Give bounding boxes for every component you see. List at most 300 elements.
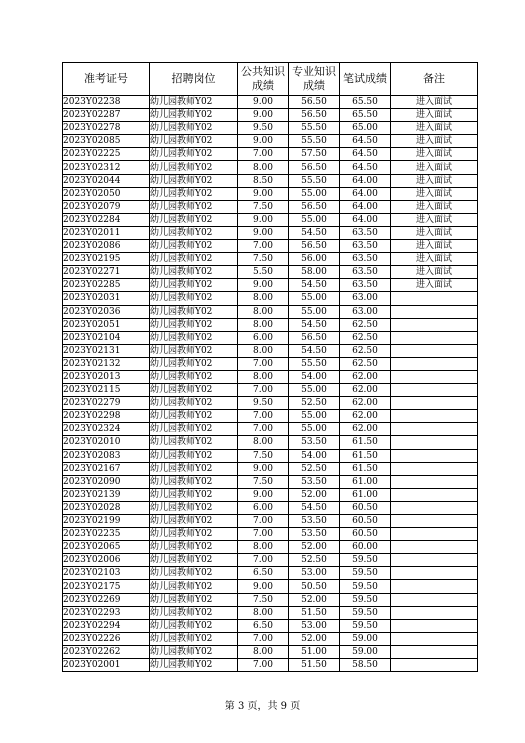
table-row [63, 213, 478, 226]
public-score-cell: 6.00 [238, 331, 289, 344]
written-score-cell: 63.50 [340, 266, 391, 279]
position-cell: 幼儿园教师Y02 [150, 357, 238, 370]
written-score-cell: 65.00 [340, 122, 391, 135]
header-note: 备注 [391, 63, 478, 96]
position-cell: 幼儿园教师Y02 [150, 240, 238, 253]
written-score-cell: 62.00 [340, 423, 391, 436]
written-score-cell: 62.00 [340, 384, 391, 397]
position-cell: 幼儿园教师Y02 [150, 659, 238, 672]
table-row [63, 357, 478, 370]
table-row [63, 449, 478, 462]
professional-score-cell: 55.00 [289, 305, 340, 318]
note-cell [391, 331, 478, 344]
header-position: 招聘岗位 [150, 63, 238, 96]
note-cell: 进入面试 [391, 200, 478, 213]
table-row [63, 580, 478, 593]
note-cell: 进入面试 [391, 122, 478, 135]
professional-score-cell: 55.50 [289, 135, 340, 148]
exam-id-cell: 2023Y02001 [63, 659, 150, 672]
note-cell: 进入面试 [391, 213, 478, 226]
written-score-cell: 59.50 [340, 567, 391, 580]
professional-score-cell: 52.00 [289, 488, 340, 501]
professional-score-cell: 53.50 [289, 515, 340, 528]
position-cell: 幼儿园教师Y02 [150, 96, 238, 109]
public-score-cell: 9.00 [238, 226, 289, 239]
position-cell: 幼儿园教师Y02 [150, 606, 238, 619]
professional-score-cell: 55.50 [289, 122, 340, 135]
public-score-cell: 9.00 [238, 109, 289, 122]
table-row [63, 135, 478, 148]
professional-score-cell: 53.50 [289, 528, 340, 541]
professional-score-cell: 55.00 [289, 187, 340, 200]
position-cell: 幼儿园教师Y02 [150, 423, 238, 436]
header-public-score: 公共知识成绩 [238, 63, 289, 96]
table-row [63, 541, 478, 554]
table-row [63, 397, 478, 410]
exam-id-cell: 2023Y02131 [63, 344, 150, 357]
professional-score-cell: 57.50 [289, 148, 340, 161]
exam-id-cell: 2023Y02262 [63, 645, 150, 658]
professional-score-cell: 54.50 [289, 279, 340, 292]
written-score-cell: 62.50 [340, 344, 391, 357]
public-score-cell: 7.50 [238, 475, 289, 488]
table-row [63, 200, 478, 213]
professional-score-cell: 54.50 [289, 344, 340, 357]
table-row [63, 174, 478, 187]
position-cell: 幼儿园教师Y02 [150, 370, 238, 383]
public-score-cell: 7.00 [238, 659, 289, 672]
table-row [63, 501, 478, 514]
professional-score-cell: 56.50 [289, 200, 340, 213]
note-cell [391, 515, 478, 528]
header-professional-score: 专业知识成绩 [289, 63, 340, 96]
public-score-cell: 8.00 [238, 606, 289, 619]
position-cell: 幼儿园教师Y02 [150, 279, 238, 292]
score-table [62, 62, 478, 672]
public-score-cell: 7.00 [238, 384, 289, 397]
written-score-cell: 61.50 [340, 462, 391, 475]
written-score-cell: 64.00 [340, 213, 391, 226]
table-row [63, 462, 478, 475]
professional-score-cell: 54.50 [289, 226, 340, 239]
professional-score-cell: 56.50 [289, 240, 340, 253]
position-cell: 幼儿园教师Y02 [150, 109, 238, 122]
written-score-cell: 60.50 [340, 515, 391, 528]
exam-id-cell: 2023Y02036 [63, 305, 150, 318]
position-cell: 幼儿园教师Y02 [150, 135, 238, 148]
professional-score-cell: 53.00 [289, 567, 340, 580]
exam-id-cell: 2023Y02011 [63, 226, 150, 239]
position-cell: 幼儿园教师Y02 [150, 397, 238, 410]
position-cell: 幼儿园教师Y02 [150, 645, 238, 658]
note-cell [391, 632, 478, 645]
position-cell: 幼儿园教师Y02 [150, 292, 238, 305]
public-score-cell: 9.00 [238, 462, 289, 475]
public-score-cell: 8.00 [238, 436, 289, 449]
note-cell [391, 292, 478, 305]
note-cell [391, 344, 478, 357]
position-cell: 幼儿园教师Y02 [150, 318, 238, 331]
note-cell: 进入面试 [391, 226, 478, 239]
public-score-cell: 5.50 [238, 266, 289, 279]
public-score-cell: 9.00 [238, 96, 289, 109]
written-score-cell: 60.50 [340, 501, 391, 514]
note-cell [391, 619, 478, 632]
table-row [63, 515, 478, 528]
public-score-cell: 7.00 [238, 148, 289, 161]
position-cell: 幼儿园教师Y02 [150, 515, 238, 528]
note-cell [391, 475, 478, 488]
note-cell [391, 436, 478, 449]
header-exam-id: 准考证号 [63, 63, 150, 96]
table-row [63, 645, 478, 658]
table-row [63, 528, 478, 541]
note-cell [391, 501, 478, 514]
exam-id-cell: 2023Y02090 [63, 475, 150, 488]
professional-score-cell: 55.00 [289, 213, 340, 226]
exam-id-cell: 2023Y02083 [63, 449, 150, 462]
position-cell: 幼儿园教师Y02 [150, 619, 238, 632]
position-cell: 幼儿园教师Y02 [150, 462, 238, 475]
written-score-cell: 62.50 [340, 331, 391, 344]
table-row [63, 292, 478, 305]
table-row [63, 331, 478, 344]
professional-score-cell: 56.50 [289, 161, 340, 174]
written-score-cell: 59.50 [340, 619, 391, 632]
professional-score-cell: 55.50 [289, 174, 340, 187]
exam-id-cell: 2023Y02195 [63, 253, 150, 266]
note-cell [391, 318, 478, 331]
public-score-cell: 8.00 [238, 161, 289, 174]
exam-id-cell: 2023Y02006 [63, 554, 150, 567]
note-cell [391, 488, 478, 501]
exam-id-cell: 2023Y02199 [63, 515, 150, 528]
written-score-cell: 61.50 [340, 449, 391, 462]
public-score-cell: 7.00 [238, 632, 289, 645]
professional-score-cell: 54.00 [289, 370, 340, 383]
table-row [63, 436, 478, 449]
position-cell: 幼儿园教师Y02 [150, 148, 238, 161]
table-row [63, 632, 478, 645]
professional-score-cell: 50.50 [289, 580, 340, 593]
exam-id-cell: 2023Y02139 [63, 488, 150, 501]
note-cell: 进入面试 [391, 253, 478, 266]
table-row [63, 659, 478, 672]
note-cell [391, 397, 478, 410]
public-score-cell: 9.50 [238, 397, 289, 410]
note-cell [391, 606, 478, 619]
note-cell [391, 580, 478, 593]
written-score-cell: 62.00 [340, 370, 391, 383]
note-cell [391, 449, 478, 462]
exam-id-cell: 2023Y02115 [63, 384, 150, 397]
exam-id-cell: 2023Y02175 [63, 580, 150, 593]
note-cell [391, 305, 478, 318]
written-score-cell: 65.50 [340, 109, 391, 122]
written-score-cell: 63.50 [340, 279, 391, 292]
table-row [63, 475, 478, 488]
written-score-cell: 60.50 [340, 528, 391, 541]
exam-id-cell: 2023Y02285 [63, 279, 150, 292]
table-row [63, 240, 478, 253]
written-score-cell: 63.00 [340, 305, 391, 318]
note-cell [391, 554, 478, 567]
note-cell [391, 593, 478, 606]
written-score-cell: 61.50 [340, 436, 391, 449]
position-cell: 幼儿园教师Y02 [150, 541, 238, 554]
professional-score-cell: 54.50 [289, 318, 340, 331]
exam-id-cell: 2023Y02287 [63, 109, 150, 122]
professional-score-cell: 55.50 [289, 357, 340, 370]
exam-id-cell: 2023Y02104 [63, 331, 150, 344]
professional-score-cell: 51.50 [289, 659, 340, 672]
position-cell: 幼儿园教师Y02 [150, 593, 238, 606]
exam-id-cell: 2023Y02225 [63, 148, 150, 161]
exam-id-cell: 2023Y02010 [63, 436, 150, 449]
written-score-cell: 63.00 [340, 292, 391, 305]
exam-id-cell: 2023Y02284 [63, 213, 150, 226]
professional-score-cell: 55.00 [289, 410, 340, 423]
professional-score-cell: 56.50 [289, 331, 340, 344]
written-score-cell: 59.50 [340, 606, 391, 619]
note-cell: 进入面试 [391, 135, 478, 148]
written-score-cell: 58.50 [340, 659, 391, 672]
public-score-cell: 9.00 [238, 213, 289, 226]
table-row [63, 122, 478, 135]
note-cell: 进入面试 [391, 240, 478, 253]
written-score-cell: 64.50 [340, 135, 391, 148]
position-cell: 幼儿园教师Y02 [150, 554, 238, 567]
public-score-cell: 9.00 [238, 279, 289, 292]
position-cell: 幼儿园教师Y02 [150, 253, 238, 266]
public-score-cell: 7.50 [238, 593, 289, 606]
public-score-cell: 8.00 [238, 645, 289, 658]
exam-id-cell: 2023Y02312 [63, 161, 150, 174]
position-cell: 幼儿园教师Y02 [150, 344, 238, 357]
position-cell: 幼儿园教师Y02 [150, 174, 238, 187]
exam-id-cell: 2023Y02269 [63, 593, 150, 606]
public-score-cell: 7.00 [238, 410, 289, 423]
professional-score-cell: 56.00 [289, 253, 340, 266]
note-cell [391, 357, 478, 370]
table-row [63, 266, 478, 279]
professional-score-cell: 52.50 [289, 397, 340, 410]
written-score-cell: 59.50 [340, 580, 391, 593]
note-cell [391, 541, 478, 554]
note-cell: 进入面试 [391, 174, 478, 187]
professional-score-cell: 52.50 [289, 554, 340, 567]
position-cell: 幼儿园教师Y02 [150, 305, 238, 318]
public-score-cell: 6.50 [238, 567, 289, 580]
professional-score-cell: 54.00 [289, 449, 340, 462]
public-score-cell: 8.00 [238, 292, 289, 305]
public-score-cell: 9.00 [238, 187, 289, 200]
public-score-cell: 8.00 [238, 344, 289, 357]
exam-id-cell: 2023Y02324 [63, 423, 150, 436]
exam-id-cell: 2023Y02031 [63, 292, 150, 305]
exam-id-cell: 2023Y02226 [63, 632, 150, 645]
written-score-cell: 60.00 [340, 541, 391, 554]
exam-id-cell: 2023Y02132 [63, 357, 150, 370]
exam-id-cell: 2023Y02050 [63, 187, 150, 200]
written-score-cell: 61.00 [340, 475, 391, 488]
public-score-cell: 9.00 [238, 580, 289, 593]
written-score-cell: 59.50 [340, 554, 391, 567]
exam-id-cell: 2023Y02013 [63, 370, 150, 383]
note-cell [391, 423, 478, 436]
written-score-cell: 63.50 [340, 240, 391, 253]
position-cell: 幼儿园教师Y02 [150, 488, 238, 501]
table-row [63, 187, 478, 200]
public-score-cell: 7.00 [238, 515, 289, 528]
exam-id-cell: 2023Y02293 [63, 606, 150, 619]
professional-score-cell: 52.00 [289, 632, 340, 645]
exam-id-cell: 2023Y02103 [63, 567, 150, 580]
written-score-cell: 62.50 [340, 318, 391, 331]
public-score-cell: 8.50 [238, 174, 289, 187]
exam-id-cell: 2023Y02086 [63, 240, 150, 253]
note-cell: 进入面试 [391, 96, 478, 109]
public-score-cell: 6.00 [238, 501, 289, 514]
note-cell: 进入面试 [391, 279, 478, 292]
professional-score-cell: 55.00 [289, 423, 340, 436]
table-row [63, 109, 478, 122]
professional-score-cell: 53.50 [289, 475, 340, 488]
table-row [63, 226, 478, 239]
note-cell [391, 567, 478, 580]
professional-score-cell: 52.00 [289, 541, 340, 554]
header-row [63, 63, 478, 96]
table-row [63, 96, 478, 109]
note-cell: 进入面试 [391, 187, 478, 200]
note-cell: 进入面试 [391, 266, 478, 279]
public-score-cell: 8.00 [238, 370, 289, 383]
professional-score-cell: 53.50 [289, 436, 340, 449]
professional-score-cell: 51.00 [289, 645, 340, 658]
position-cell: 幼儿园教师Y02 [150, 122, 238, 135]
public-score-cell: 8.00 [238, 541, 289, 554]
public-score-cell: 7.50 [238, 449, 289, 462]
exam-id-cell: 2023Y02051 [63, 318, 150, 331]
public-score-cell: 7.00 [238, 240, 289, 253]
written-score-cell: 63.50 [340, 226, 391, 239]
note-cell [391, 659, 478, 672]
exam-id-cell: 2023Y02044 [63, 174, 150, 187]
table-row [63, 384, 478, 397]
table-row [63, 619, 478, 632]
table-row [63, 423, 478, 436]
public-score-cell: 7.50 [238, 253, 289, 266]
note-cell [391, 528, 478, 541]
exam-id-cell: 2023Y02235 [63, 528, 150, 541]
table-body [63, 96, 478, 672]
position-cell: 幼儿园教师Y02 [150, 384, 238, 397]
table-row [63, 318, 478, 331]
written-score-cell: 61.00 [340, 488, 391, 501]
position-cell: 幼儿园教师Y02 [150, 580, 238, 593]
table-row [63, 253, 478, 266]
professional-score-cell: 52.00 [289, 593, 340, 606]
table-row [63, 279, 478, 292]
note-cell [391, 370, 478, 383]
written-score-cell: 64.50 [340, 148, 391, 161]
note-cell [391, 645, 478, 658]
exam-id-cell: 2023Y02298 [63, 410, 150, 423]
written-score-cell: 65.50 [340, 96, 391, 109]
position-cell: 幼儿园教师Y02 [150, 528, 238, 541]
professional-score-cell: 55.00 [289, 384, 340, 397]
public-score-cell: 9.00 [238, 488, 289, 501]
position-cell: 幼儿园教师Y02 [150, 213, 238, 226]
table-row [63, 410, 478, 423]
table-row [63, 606, 478, 619]
page-number: 第 3 页，共 9 页 [224, 701, 301, 712]
exam-id-cell: 2023Y02079 [63, 200, 150, 213]
exam-id-cell: 2023Y02278 [63, 122, 150, 135]
position-cell: 幼儿园教师Y02 [150, 187, 238, 200]
exam-id-cell: 2023Y02238 [63, 96, 150, 109]
public-score-cell: 8.00 [238, 305, 289, 318]
position-cell: 幼儿园教师Y02 [150, 567, 238, 580]
note-cell: 进入面试 [391, 148, 478, 161]
table-row [63, 593, 478, 606]
exam-id-cell: 2023Y02271 [63, 266, 150, 279]
written-score-cell: 64.00 [340, 200, 391, 213]
professional-score-cell: 56.50 [289, 109, 340, 122]
position-cell: 幼儿园教师Y02 [150, 436, 238, 449]
position-cell: 幼儿园教师Y02 [150, 475, 238, 488]
professional-score-cell: 54.50 [289, 501, 340, 514]
note-cell [391, 462, 478, 475]
table-row [63, 567, 478, 580]
professional-score-cell: 55.00 [289, 292, 340, 305]
position-cell: 幼儿园教师Y02 [150, 200, 238, 213]
exam-id-cell: 2023Y02294 [63, 619, 150, 632]
exam-id-cell: 2023Y02167 [63, 462, 150, 475]
table-row [63, 305, 478, 318]
public-score-cell: 9.00 [238, 135, 289, 148]
written-score-cell: 59.00 [340, 632, 391, 645]
written-score-cell: 62.50 [340, 357, 391, 370]
professional-score-cell: 53.00 [289, 619, 340, 632]
position-cell: 幼儿园教师Y02 [150, 266, 238, 279]
table-row [63, 161, 478, 174]
professional-score-cell: 51.50 [289, 606, 340, 619]
written-score-cell: 62.00 [340, 397, 391, 410]
written-score-cell: 64.50 [340, 161, 391, 174]
table-row [63, 148, 478, 161]
position-cell: 幼儿园教师Y02 [150, 632, 238, 645]
exam-id-cell: 2023Y02028 [63, 501, 150, 514]
table-row [63, 488, 478, 501]
note-cell: 进入面试 [391, 161, 478, 174]
position-cell: 幼儿园教师Y02 [150, 501, 238, 514]
header-written-score: 笔试成绩 [340, 63, 391, 96]
public-score-cell: 7.00 [238, 357, 289, 370]
exam-id-cell: 2023Y02085 [63, 135, 150, 148]
written-score-cell: 59.50 [340, 593, 391, 606]
note-cell [391, 384, 478, 397]
note-cell [391, 410, 478, 423]
note-cell: 进入面试 [391, 109, 478, 122]
position-cell: 幼儿园教师Y02 [150, 331, 238, 344]
exam-id-cell: 2023Y02279 [63, 397, 150, 410]
public-score-cell: 7.00 [238, 554, 289, 567]
written-score-cell: 59.00 [340, 645, 391, 658]
position-cell: 幼儿园教师Y02 [150, 226, 238, 239]
table-row [63, 554, 478, 567]
table-row [63, 344, 478, 357]
